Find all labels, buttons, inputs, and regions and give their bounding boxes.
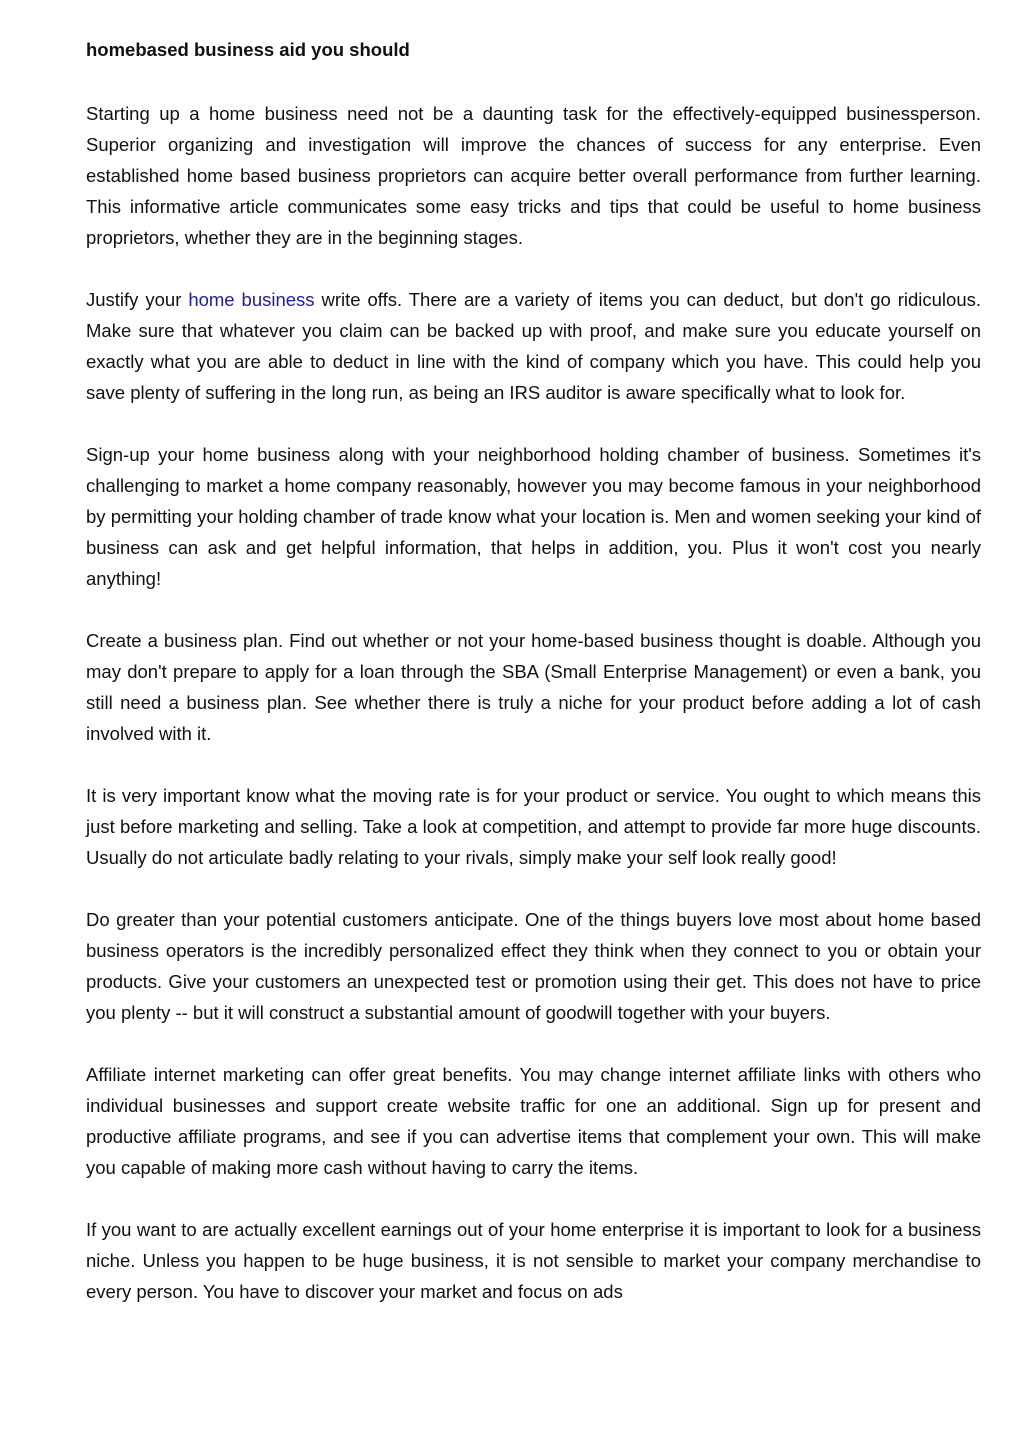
document-page [86,36,981,1338]
paragraph-business-plan: Create a business plan. Find out whether or not your home-based business thought is doable. Although you may don't prepare to apply for a loan through the SBA (Small Enterprise Management) or even a bank, you still need a business plan. See whether there is truly a niche for your product before adding a lot of cash involved with it. [86,630,981,744]
paragraph-intro: Starting up a home business need not be a daunting task for the effectively-equipped businessperson. Superior organizing and investigation will improve the chances of success for any enterprise. Even established home based business proprietors can acquire better overall performance from further learning. This informative article communicates some easy tricks and tips that could be useful to home business proprietors, whether they are in the beginning stages. [86,103,981,248]
paragraph-affiliate: Affiliate internet marketing can offer great benefits. You may change internet affiliate links with others who individual businesses and support create website traffic for one an additional. Sign up for present and productive affiliate programs, and see if you can advertise items that complement your own. This will make you capable of making more cash without having to carry the items. [86,1064,981,1178]
home-business-link[interactable]: home business [188,289,315,310]
document-title: homebased business aid you should [86,39,410,60]
paragraph-pricing: It is very important know what the moving rate is for your product or service. You ought to which means this just before marketing and selling. Take a look at competition, and attempt to provide far more huge discounts. Usually do not articulate badly relating to your rivals, simply make your self look really good! [86,785,981,868]
paragraph-write-offs-lead: Justify your [86,289,189,310]
paragraph-write-offs [86,284,981,408]
paragraph-write-offs-rest: write offs. There are a variety of items you can deduct, but don't go ridiculous. Make sure that whatever you claim can be backed up with proof, and make sure you educate yourself on exactly what you are able to deduct in line with the kind of company which you have. This could help you save plenty of suffering in the long run, as being an IRS auditor is aware specifically what to look for. [86,289,981,403]
paragraph-chamber: Sign-up your home business along with your neighborhood holding chamber of business. Sometimes it's challenging to market a home company reasonably, however you may become famous in your neighborhood by permitting your holding chamber of trade know what your location is. Men and women seeking your kind of business can ask and get helpful information, that helps in addition, you. Plus it won't cost you nearly anything! [86,444,981,589]
paragraph-customers: Do greater than your potential customers anticipate. One of the things buyers love most about home based business operators is the incredibly personalized effect they think when they connect to you or obtain your products. Give your customers an unexpected test or promotion using their get. This does not have to price you plenty -- but it will construct a substantial amount of goodwill together with your buyers. [86,909,981,1023]
paragraph-niche: If you want to are actually excellent earnings out of your home enterprise it is important to look for a business niche. Unless you happen to be huge business, it is not sensible to market your company merchandise to every person. You have to discover your market and focus on ads [86,1219,981,1302]
